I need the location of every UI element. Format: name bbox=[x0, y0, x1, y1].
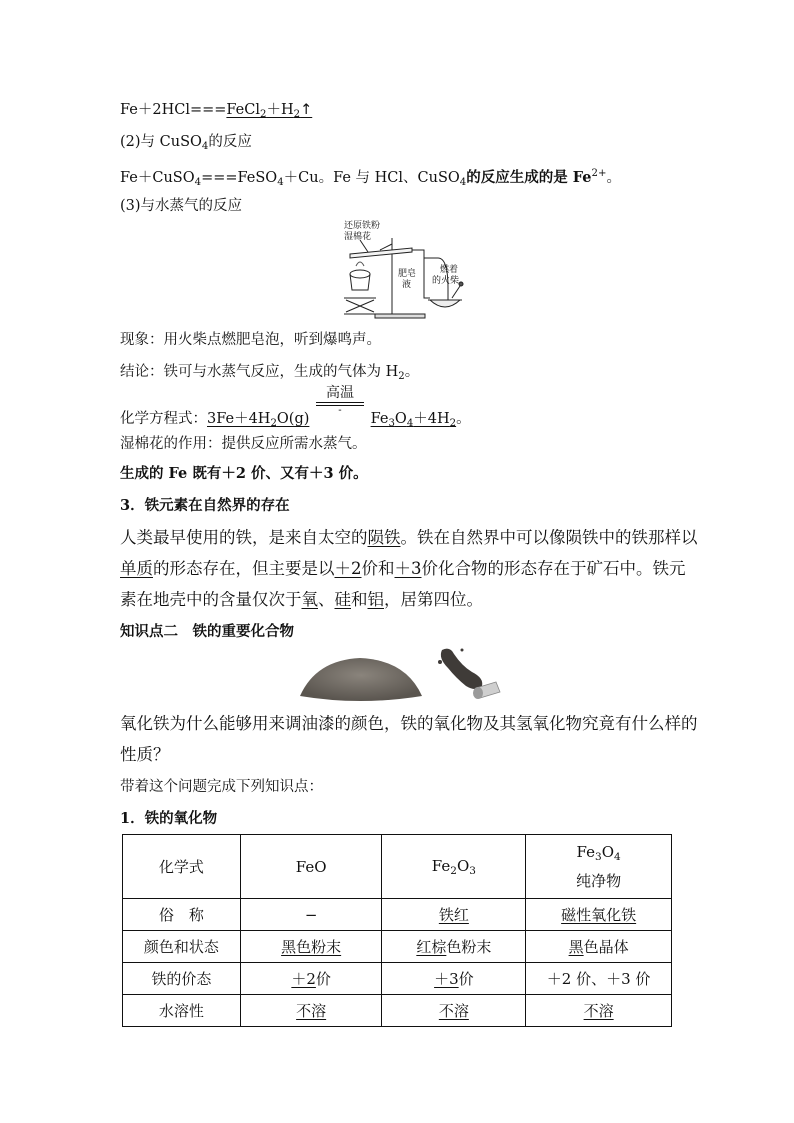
table-cell: − bbox=[240, 899, 382, 931]
heading-cuso4-reaction: (2)与 CuSO$_4$的反应 bbox=[120, 134, 252, 152]
conclusion-text: 结论：铁可与水蒸气反应，生成的气体为 $H_2$。 bbox=[120, 364, 420, 382]
phenomenon-text: 现象：用火柴点燃肥皂泡，听到爆鸣声。 bbox=[120, 332, 381, 348]
table-cell: 黑色晶体 bbox=[526, 931, 672, 963]
table-row bbox=[123, 963, 672, 995]
instruction-line: 带着这个问题完成下列知识点： bbox=[120, 779, 323, 795]
question-line1: 氧化铁为什么能够用来调油漆的颜色，铁的氧化物及其氢氧化物究竟有什么样的 bbox=[120, 714, 698, 733]
reaction-condition: 高温 - bbox=[314, 386, 366, 416]
fe-valence-text: 生成的 Fe 既有＋2 价、又有＋3 价。 bbox=[120, 465, 368, 482]
paint-splash-image bbox=[432, 644, 504, 704]
eq-fe-hcl-left: Fe＋2HCl=== bbox=[120, 102, 227, 118]
svg-text:液: 液 bbox=[402, 280, 412, 290]
header-cell: FeO bbox=[240, 835, 382, 899]
svg-text:燃着: 燃着 bbox=[440, 265, 459, 275]
cotton-role-text: 湿棉花的作用：提供反应所需水蒸气。 bbox=[120, 436, 367, 452]
chemical-equation-steam: 化学方程式：$3Fe+4H_2O(g)$ 高温 - $Fe_3O_4+4H_2$。 bbox=[120, 385, 471, 429]
svg-text:湿棉花: 湿棉花 bbox=[344, 232, 372, 242]
table-row bbox=[123, 995, 672, 1027]
svg-text:还原铁粉: 还原铁粉 bbox=[344, 221, 381, 231]
table-cell: 磁性氧化铁 bbox=[526, 899, 672, 931]
table-cell: ＋2 价、＋3 价 bbox=[526, 963, 672, 995]
table-cell: 不溶 bbox=[526, 995, 672, 1027]
iron-oxide-powder-image bbox=[296, 652, 426, 708]
table-cell: ＋2价 bbox=[240, 963, 382, 995]
row-label: 铁的价态 bbox=[123, 963, 241, 995]
table-cell: 黑色粉末 bbox=[240, 931, 382, 963]
knowledge-point-2-heading: 知识点二 铁的重要化合物 bbox=[120, 623, 294, 640]
table-row bbox=[123, 899, 672, 931]
question-line2: 性质？ bbox=[120, 745, 170, 764]
heading-steam-reaction: (3)与水蒸气的反应 bbox=[120, 198, 243, 214]
table-cell: 铁红 bbox=[382, 899, 526, 931]
svg-text:的火柴: 的火柴 bbox=[432, 276, 460, 286]
row-label: 水溶性 bbox=[123, 995, 241, 1027]
equation-fe-hcl bbox=[120, 100, 312, 125]
subsection-iron-oxides: 1．铁的氧化物 bbox=[120, 810, 218, 827]
header-cell: $Fe_2O_3$ bbox=[382, 835, 526, 899]
row-label: 俗 称 bbox=[123, 899, 241, 931]
svg-text:肥皂: 肥皂 bbox=[398, 269, 417, 279]
section-3-heading: 3．铁元素在自然界的存在 bbox=[120, 497, 290, 514]
steam-reaction-apparatus-illustration bbox=[320, 218, 480, 324]
table-cell: 红棕色粉末 bbox=[382, 931, 526, 963]
table-cell: 不溶 bbox=[240, 995, 382, 1027]
table-cell: 不溶 bbox=[382, 995, 526, 1027]
table-row bbox=[123, 931, 672, 963]
row-label: 颜色和状态 bbox=[123, 931, 241, 963]
eq-fe-hcl-products: $FeCl_2+H_2↑$ bbox=[226, 102, 313, 120]
header-cell: $Fe_3O_4$ 纯净物 bbox=[526, 835, 672, 899]
iron-oxides-table bbox=[122, 834, 672, 1027]
nature-para-line3: 素在地壳中的含量仅次于氧、硅和铝，居第四位。 bbox=[120, 590, 483, 609]
table-header-row bbox=[123, 835, 672, 899]
equation-fe-cuso4: Fe＋CuSO$_4$===FeSO$_4$＋Cu。Fe 与 HCl、CuSO$_4$的反应生成的是 $Fe^{2+}$。 bbox=[120, 168, 621, 188]
nature-para-line2: 单质的形态存在，但主要是以＋2价和＋3价化合物的形态存在于矿石中。铁元 bbox=[120, 559, 686, 578]
header-cell: 化学式 bbox=[123, 835, 241, 899]
nature-para-line1: 人类最早使用的铁，是来自太空的陨铁。铁在自然界中可以像陨铁中的铁那样以 bbox=[120, 528, 698, 547]
table-cell: ＋3价 bbox=[382, 963, 526, 995]
